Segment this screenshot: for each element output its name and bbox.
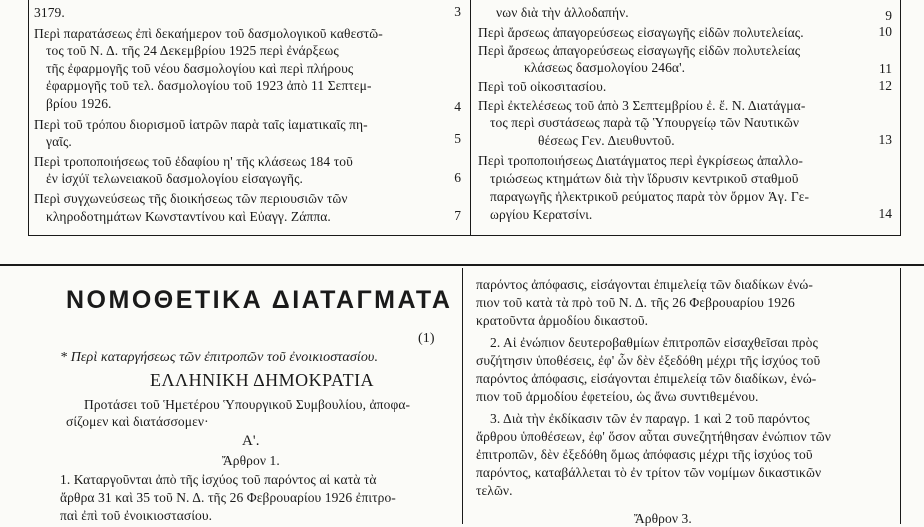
toc-right-entry-5-line-1: τριώσεως κτημάτων διὰ τὴν ἵδρυσιν κεντρικοῦ σταθμοῦ <box>490 171 799 186</box>
toc-right-page-1: 10 <box>878 24 892 39</box>
right-para-1-line-1: συζήτησιν ὑποθέσεις, ἐφ' ὧν δὲν ἐξεδόθη μέχρι τῆς ἰσχύος τοῦ <box>476 353 821 368</box>
decree-title: * Περὶ καταργήσεως τῶν ἐπιτροπῶν τοῦ ἐνοικιοστασίου. <box>60 350 379 365</box>
toc-left-page-3: 6 <box>454 170 461 185</box>
toc-left-entry-1-line-1: τος τοῦ Ν. Δ. τῆς 24 Δεκεμβρίου 1925 περὶ ἐνάρξεως <box>46 43 339 58</box>
right-para-0-line-2: κρατοῦντα ἁρμοδίου δικαστοῦ. <box>476 313 649 328</box>
toc-right-page-3: 12 <box>878 78 892 93</box>
toc-left-entry-2-line-0: Περὶ τοῦ τρόπου διορισμοῦ ἰατρῶν παρὰ ταῖς ἰαματικαῖς πη- <box>34 117 368 132</box>
toc-left-entry-3-line-1: ἐν ἰσχύϊ τελωνειακοῦ δασμολογίου εἰσαγωγῆς. <box>46 171 304 186</box>
body-right-edge <box>900 268 901 524</box>
right-para-1-line-0: 2. Αἱ ἐνώπιον δευτεροβαθμίων ἐπιτροπῶν εἰσαχθεῖσαι πρὸς <box>490 335 818 350</box>
toc-right-entry-0-line-0: νων διὰ τὴν ἀλλοδαπήν. <box>496 5 629 20</box>
toc-left-entry-0-line-0: 3179. <box>34 5 65 20</box>
section-separator <box>0 264 924 266</box>
part-a-heading: Α'. <box>242 433 260 449</box>
toc-right-page-4: 13 <box>878 132 892 147</box>
toc-left-page-1: 4 <box>454 99 461 114</box>
toc-left-entry-2-line-1: γαῖς. <box>46 134 72 149</box>
toc-left-page-0: 3 <box>454 4 461 19</box>
article-1-line-0: 1. Καταργοῦνται ἀπὸ τῆς ἰσχύος τοῦ παρόντος αἱ κατὰ τὰ <box>60 472 377 487</box>
toc-right-page-0: 9 <box>885 8 892 23</box>
toc-right-entry-4-line-2: θέσεως Γεν. Διευθυντοῦ. <box>538 133 675 148</box>
top-left-frame-left <box>28 0 29 235</box>
toc-right-entry-2-line-0: Περὶ ἄρσεως ἀπαγορεύσεως εἰσαγωγῆς εἰδῶν πολυτελείας <box>478 43 801 58</box>
toc-right-entry-4-line-0: Περὶ ἐκτελέσεως τοῦ ἀπὸ 3 Σεπτεμβρίου ἐ. ἔ. Ν. Διατάγμα- <box>478 98 806 113</box>
preamble-line-0: Προτάσει τοῦ Ἡμετέρου Ὑπουργικοῦ Συμβουλίου, ἀποφα- <box>84 397 411 412</box>
toc-bottom-rule-right <box>470 235 901 236</box>
toc-left-entry-1-line-2: τῆς ἐφαρμογῆς τοῦ νέου δασμολογίου καὶ περὶ πλήρους <box>46 61 354 76</box>
top-right-frame-right <box>900 0 901 235</box>
toc-left-entry-1-line-4: βρίου 1926. <box>46 96 112 111</box>
toc-left-page-4: 7 <box>454 208 461 223</box>
right-para-1-line-2: παρόντος ἀπόφασις, εἰσάγονται ἐπιμελείᾳ τῶν διαδίκων, ἐνώ- <box>476 371 817 386</box>
right-para-2-line-4: τελῶν. <box>476 483 513 498</box>
right-para-2-line-2: ἐπιτροπῶν, δὲν ἐξεδόθη ὅμως ἀπόφασις μέχρι τῆς ἰσχύος τοῦ <box>476 447 813 462</box>
toc-right-entry-5-line-2: παραγωγῆς ἠλεκτρικοῦ ρεύματος παρὰ τὸν ὄρμον Ἁγ. Γε- <box>490 189 810 204</box>
right-para-1-line-3: πιον τοῦ ἁρμοδίου ἐφετείου, ὡς ἄνω συντιθεμένου. <box>476 389 759 404</box>
toc-right-entry-3-line-0: Περὶ τοῦ οἰκοσιτασίου. <box>478 79 607 94</box>
toc-left-page-2: 5 <box>454 131 461 146</box>
toc-right-page-5: 14 <box>878 206 892 221</box>
right-para-2-line-1: ἄρθρου ὑποθέσεων, ἐφ' ὅσον αὗται συνεζητήθησαν ἐνώπιον τῶν <box>476 429 831 444</box>
body-column-divider <box>462 268 463 524</box>
top-column-divider <box>470 0 471 235</box>
toc-right-entry-2-line-1: κλάσεως δασμολογίου 246α'. <box>524 60 686 75</box>
toc-right-entry-1-line-0: Περὶ ἄρσεως ἀπαγορεύσεως εἰσαγωγῆς εἰδῶν πολυτελείας. <box>478 25 804 40</box>
toc-right-page-2: 11 <box>879 61 892 76</box>
toc-right-entry-5-line-3: ωργίου Κερατσίνι. <box>490 207 593 222</box>
toc-right-entry-5-line-0: Περὶ τροποποιήσεως Διατάγματος περὶ ἐγκρίσεως ἀπαλλο- <box>478 153 803 168</box>
right-para-0-line-1: πιον τοῦ κατὰ τὰ πρὸ τοῦ Ν. Δ. τῆς 26 Φεβρουαρίου 1926 <box>476 295 795 310</box>
article-1-heading: Ἄρθρον 1. <box>222 453 280 468</box>
preamble-line-1: σίζομεν καὶ διατάσσομεν· <box>66 414 209 429</box>
right-para-2-line-0: 3. Διὰ τὴν ἐκδίκασιν τῶν ἐν παραγρ. 1 καὶ 2 τοῦ παρόντος <box>490 411 810 426</box>
toc-left-entry-1-line-3: ἐφαρμογῆς τοῦ τελ. δασμολογίου τοῦ 1923 ἀπὸ 11 Σεπτεμ- <box>46 78 372 93</box>
right-para-2-line-3: παρόντος, καταβάλλεται τὸ ἐν τρίτον τῶν νομίμων δικαστικῶν <box>476 465 822 480</box>
article-1-line-1: ἄρθρα 31 καὶ 35 τοῦ Ν. Δ. τῆς 26 Φεβρουαρίου 1926 ἐπιτρο- <box>60 490 396 505</box>
republic-heading: ΕΛΛΗΝΙΚΗ ΔΗΜΟΚΡΑΤΙΑ <box>150 370 375 390</box>
toc-bottom-rule <box>28 235 471 236</box>
right-para-0-line-0: παρόντος ἀπόφασις, εἰσάγονται ἐπιμελείᾳ τῶν διαδίκων ἐνώ- <box>476 277 813 292</box>
decree-number: (1) <box>418 331 435 346</box>
toc-left-entry-4-line-1: κληροδοτημάτων Κωνσταντίνου καὶ Εὐαγγ. Ζάππα. <box>46 209 331 224</box>
article-3-heading: Ἄρθρον 3. <box>634 511 692 526</box>
toc-left-entry-3-line-0: Περὶ τροποποιήσεως τοῦ ἐδαφίου η' τῆς κλάσεως 184 τοῦ <box>34 154 353 169</box>
toc-right-entry-4-line-1: τος περὶ συστάσεως παρὰ τῷ Ὑπουργείῳ τῶν Ναυτικῶν <box>490 115 800 130</box>
article-1-line-2: παὶ ἐπὶ τοῦ ἐνοικιοστασίου. <box>60 508 213 523</box>
toc-left-entry-4-line-0: Περὶ συγχωνεύσεως τῆς διοικήσεως τῶν περιουσιῶν τῶν <box>34 191 348 206</box>
toc-left-entry-1-line-0: Περὶ παρατάσεως ἐπὶ δεκαήμερον τοῦ δασμολογικοῦ καθεστῶ- <box>34 26 383 41</box>
section-heading: ΝΟΜΟΘΕΤΙΚΑ ΔΙΑΤΑΓΜΑΤΑ <box>66 286 453 314</box>
